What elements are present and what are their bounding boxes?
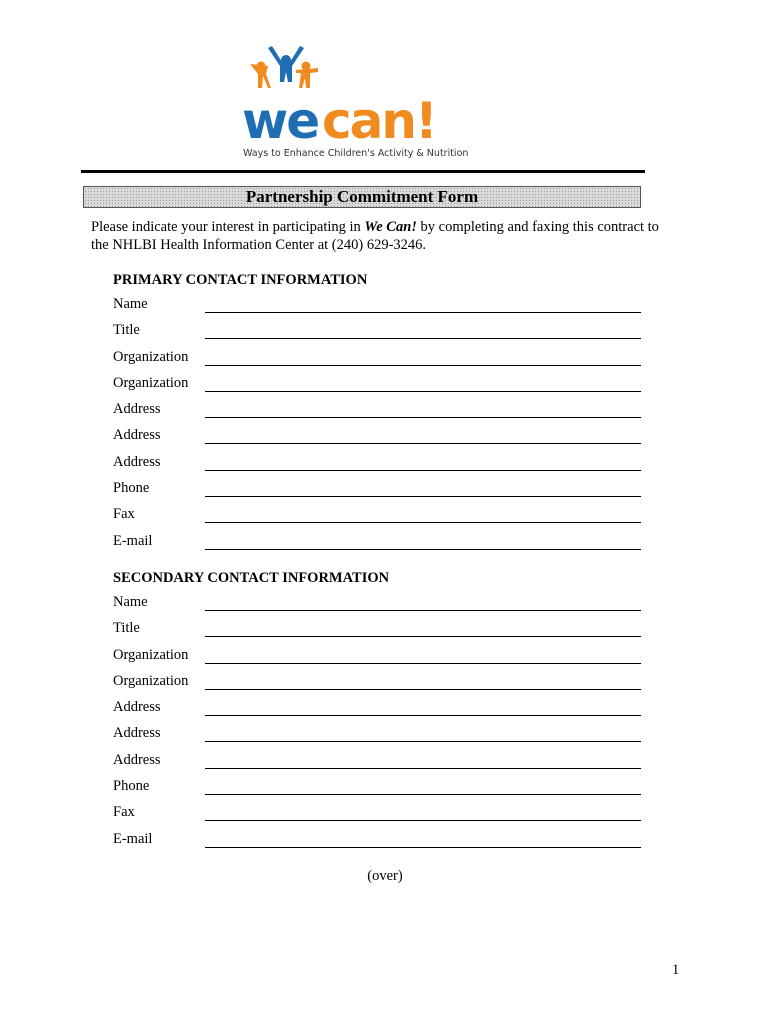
secondary-address-field-1[interactable] — [113, 697, 643, 723]
secondary-address-field-2[interactable] — [113, 723, 643, 749]
children-figures-icon — [250, 46, 318, 88]
intro-text-start: Please indicate your interest in participating in — [91, 219, 365, 235]
field-label: Address — [113, 699, 161, 716]
field-label: Address — [113, 401, 161, 418]
secondary-contact-heading: SECONDARY CONTACT INFORMATION — [113, 570, 390, 586]
over-note: (over) — [367, 868, 403, 884]
field-label: Organization — [113, 374, 189, 391]
primary-contact-heading: PRIMARY CONTACT INFORMATION — [113, 272, 368, 288]
intro-text-end: by completing and faxing this contract to the NHLBI Health Information Center at (240) 629-3246. — [91, 219, 659, 253]
field-label: Title — [113, 322, 140, 339]
secondary-title-field[interactable] — [113, 618, 643, 644]
fill-in-line[interactable] — [205, 689, 641, 690]
fill-in-line[interactable] — [205, 715, 641, 716]
field-label: E-mail — [113, 532, 153, 549]
field-label: Title — [113, 620, 140, 637]
field-label: Phone — [113, 778, 150, 795]
field-label: Organization — [113, 672, 189, 689]
primary-address-field-3[interactable] — [113, 452, 643, 478]
fill-in-line[interactable] — [205, 610, 641, 611]
fill-in-line[interactable] — [205, 847, 641, 848]
primary-name-field[interactable] — [113, 294, 643, 320]
primary-fax-field[interactable] — [113, 504, 643, 530]
secondary-contact-section — [113, 568, 643, 855]
logo-tagline: Ways to Enhance Children's Activity & Nutrition — [243, 148, 469, 159]
secondary-address-field-3[interactable] — [113, 750, 643, 776]
fill-in-line[interactable] — [205, 549, 641, 550]
secondary-fax-field[interactable] — [113, 802, 643, 828]
primary-address-field-2[interactable] — [113, 425, 643, 451]
page-number: 1 — [672, 962, 680, 978]
primary-email-field[interactable] — [113, 531, 643, 557]
logo-word-we: we — [242, 92, 319, 150]
field-label: Name — [113, 296, 148, 312]
secondary-phone-field[interactable] — [113, 776, 643, 802]
we-can-logo — [238, 44, 488, 164]
field-label: Address — [113, 725, 161, 742]
secondary-organization-field-1[interactable] — [113, 645, 643, 671]
field-label: Address — [113, 427, 161, 444]
field-label: Address — [113, 453, 161, 470]
field-label: E-mail — [113, 830, 153, 847]
field-label: Fax — [113, 506, 135, 523]
fill-in-line[interactable] — [205, 443, 641, 444]
primary-contact-section — [113, 270, 643, 557]
secondary-email-field[interactable] — [113, 829, 643, 855]
intro-brand: We Can! — [364, 219, 417, 235]
field-label: Organization — [113, 646, 189, 663]
field-label: Fax — [113, 804, 135, 821]
primary-address-field-1[interactable] — [113, 399, 643, 425]
fill-in-line[interactable] — [205, 417, 641, 418]
fill-in-line[interactable] — [205, 338, 641, 339]
fill-in-line[interactable] — [205, 522, 641, 523]
form-title: Partnership Commitment Form — [83, 186, 641, 208]
field-label: Name — [113, 594, 148, 610]
field-label: Address — [113, 751, 161, 768]
fill-in-line[interactable] — [205, 312, 641, 313]
secondary-organization-field-2[interactable] — [113, 671, 643, 697]
fill-in-line[interactable] — [205, 741, 641, 742]
primary-title-field[interactable] — [113, 320, 643, 346]
intro-paragraph — [91, 218, 671, 254]
fill-in-line[interactable] — [205, 636, 641, 637]
header-rule — [81, 170, 645, 173]
fill-in-line[interactable] — [205, 794, 641, 795]
logo-word-can: can! — [322, 92, 436, 150]
primary-phone-field[interactable] — [113, 478, 643, 504]
fill-in-line[interactable] — [205, 470, 641, 471]
fill-in-line[interactable] — [205, 663, 641, 664]
fill-in-line[interactable] — [205, 820, 641, 821]
fill-in-line[interactable] — [205, 391, 641, 392]
primary-organization-field-2[interactable] — [113, 373, 643, 399]
fill-in-line[interactable] — [205, 768, 641, 769]
field-label: Phone — [113, 480, 150, 497]
fill-in-line[interactable] — [205, 496, 641, 497]
field-label: Organization — [113, 348, 189, 365]
secondary-name-field[interactable] — [113, 592, 643, 618]
primary-organization-field-1[interactable] — [113, 347, 643, 373]
fill-in-line[interactable] — [205, 365, 641, 366]
